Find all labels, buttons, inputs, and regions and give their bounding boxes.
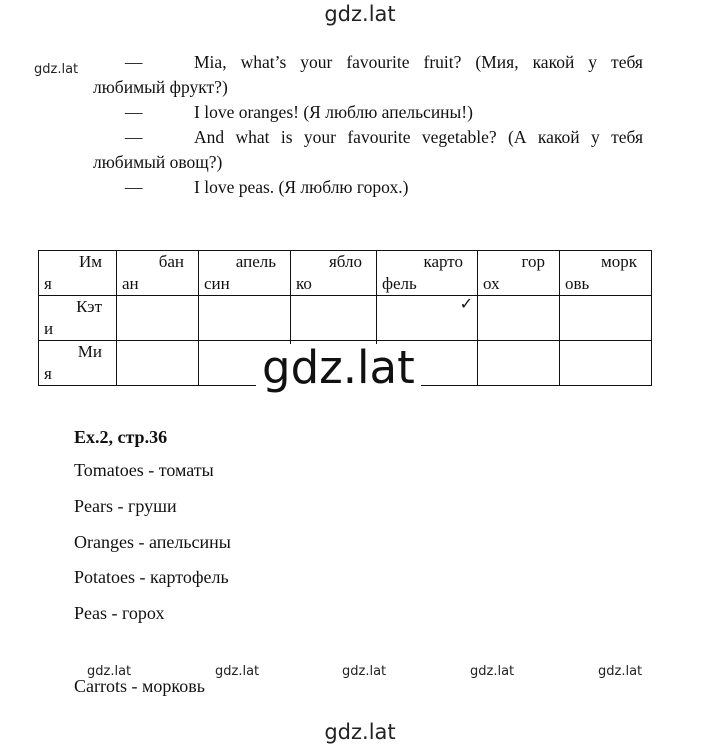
watermark-row: gdz.lat: [598, 664, 643, 679]
dialogue-line: [93, 175, 643, 200]
dialogue-line: [93, 50, 643, 100]
watermark-top: gdz.lat: [324, 2, 396, 26]
header-cell-potato: карто фель: [377, 251, 478, 296]
table-cell: [478, 296, 560, 341]
checkmark-icon: ✓: [459, 294, 473, 313]
watermark-bottom: gdz.lat: [324, 720, 396, 744]
dialogue-text: I love peas. (Я люблю горох.): [194, 177, 409, 197]
row-name-cell: Ми я: [39, 341, 117, 386]
table-cell: [560, 296, 652, 341]
dialogue-dash: —: [125, 52, 143, 72]
table-cell: [117, 296, 199, 341]
vocab-item: Potatoes - картофель: [74, 567, 229, 587]
vocab-item: Tomatoes - томаты: [74, 460, 214, 480]
dialogue-text: I love oranges! (Я люблю апельсины!): [194, 102, 473, 122]
header-cell-carrot: морк овь: [560, 251, 652, 296]
dialogue-dash: —: [125, 102, 143, 122]
table-cell: [478, 341, 560, 386]
header-cell-apple: ябло ко: [291, 251, 377, 296]
vocab-item: Pears - груши: [74, 496, 177, 516]
table-cell: [117, 341, 199, 386]
header-cell-peas: гор ох: [478, 251, 560, 296]
watermark-left: gdz.lat: [34, 62, 79, 77]
dialogue-line: [93, 125, 643, 175]
table-cell: [199, 296, 291, 341]
vocab-item: Peas - горох: [74, 603, 165, 623]
dialogue-text-continued: любимый фрукт?): [93, 77, 228, 97]
dialogue-text-continued: любимый овощ?): [93, 152, 223, 172]
watermark-row: gdz.lat: [470, 664, 515, 679]
exercise-title: Ex.2, стр.36: [74, 427, 168, 447]
dialogue-line: [93, 100, 643, 125]
watermark-center: gdz.lat: [256, 344, 421, 392]
table-cell: [291, 296, 377, 341]
watermark-row: gdz.lat: [342, 664, 387, 679]
watermark-row: gdz.lat: [87, 664, 132, 679]
table-row: [39, 296, 652, 341]
header-cell-banana: бан ан: [117, 251, 199, 296]
vocab-item: Oranges - апельсины: [74, 532, 231, 552]
dialogue-text: And what is your favourite vegetable? (А какой у тебя: [194, 127, 643, 147]
header-cell-name: Им я: [39, 251, 117, 296]
dialogue-dash: —: [125, 127, 143, 147]
watermark-row: gdz.lat: [215, 664, 260, 679]
row-name-cell: Кэт и: [39, 296, 117, 341]
header-cell-orange: апель син: [199, 251, 291, 296]
table-cell: [560, 341, 652, 386]
table-header-row: [39, 251, 652, 296]
dialogue-text: Mia, what’s your favourite fruit? (Мия, какой у тебя: [194, 52, 643, 72]
vocab-item: Carrots - морковь: [74, 676, 205, 696]
table-cell: [377, 296, 478, 341]
dialogue-dash: —: [125, 177, 143, 197]
dialogue: [93, 50, 643, 200]
